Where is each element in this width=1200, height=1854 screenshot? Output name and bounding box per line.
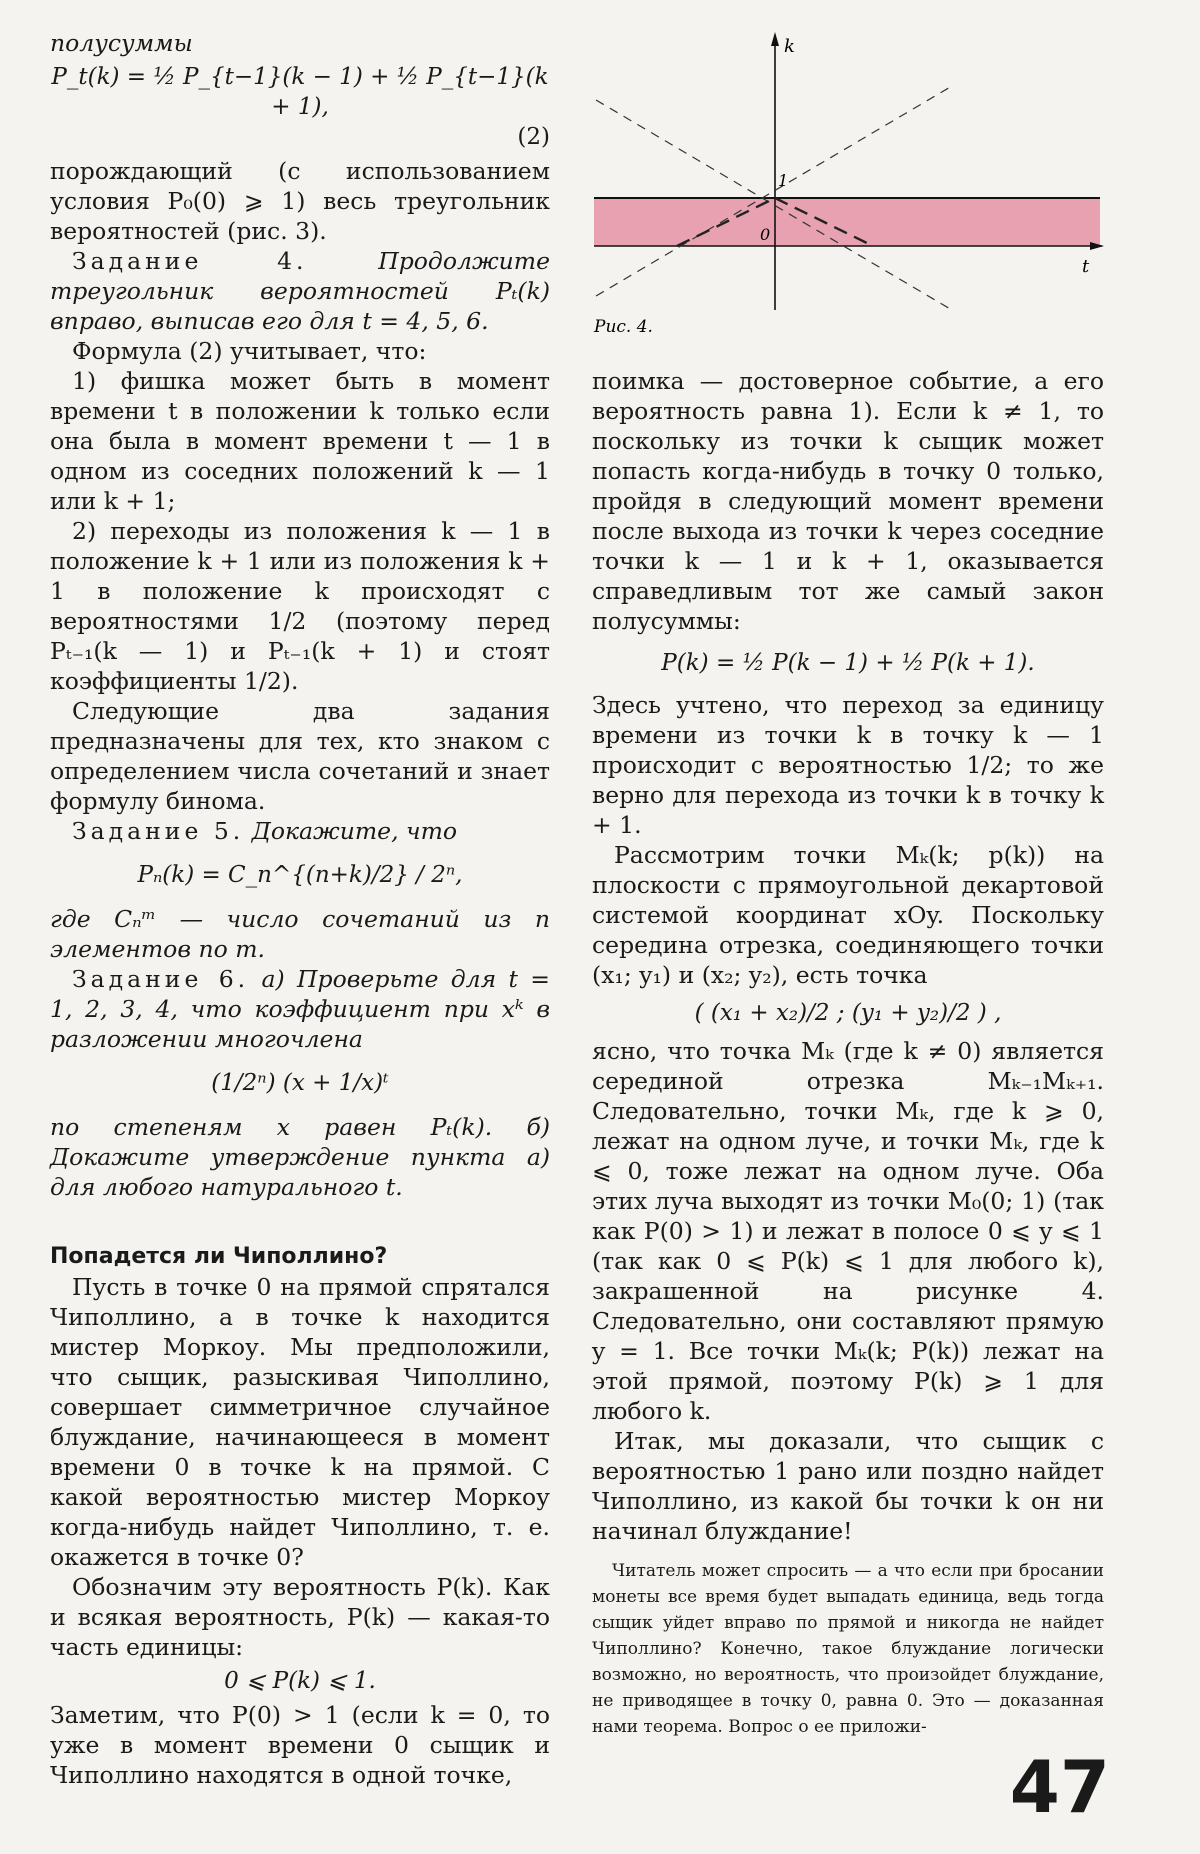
formula: (1/2ⁿ) (x + 1/x)ᵗ xyxy=(211,1070,389,1096)
paragraph: Обозначим эту вероятность P(k). Как и всякая вероятность, P(k) — какая-то часть единицы: xyxy=(50,1573,550,1661)
paragraph: где Cₙᵐ — число сочетаний из n элементов по m. xyxy=(50,905,550,963)
paragraph: по степеням x равен Pₜ(k). б) Докажите утверждение пункта а) для любого натурального t. xyxy=(50,1113,550,1201)
label-0: 0 xyxy=(760,225,771,244)
paragraph: Заметим, что P(0) > 1 (если k = 0, то уже в момент времени 0 сыщик и Чиполлино находятся в одной точке, xyxy=(50,1701,550,1789)
axis-label-k: k xyxy=(784,36,795,57)
formula-number: (2) xyxy=(517,124,550,150)
formula-text: P_t(k) = ½ P_{t−1}(k − 1) + ½ P_{t−1}(k + 1), xyxy=(51,64,549,120)
task-6 xyxy=(50,964,550,1054)
dashed-ray xyxy=(596,86,952,296)
formula: Pₙ(k) = C_n^{(n+k)/2} / 2ⁿ, xyxy=(137,862,463,888)
left-column xyxy=(50,0,550,1790)
paragraph: Следующие два задания предназначены для тех, кто знаком с определением числа сочетаний и знает формулу бинома. xyxy=(50,697,550,815)
task-text: а) Проверьте для t = 1, 2, 3, 4, что коэффициент при xᵏ в разложении многочлена xyxy=(50,965,550,1053)
axis-label-t: t xyxy=(1082,256,1090,277)
footnote: Читатель может спросить — а что если при бросании монеты все время будет выпадать единица, ведь тогда сыщик уйдет вправо по прямой и никогда не найдет Чиполлино? Конечно, такое блуждание логически возможно, но вероятность, что произойдет блуждание, не приводящее в точку 0, равна 0. Это — доказанная нами теорема. Вопрос о ее приложи- xyxy=(592,1561,1104,1737)
task-text: Докажите, что xyxy=(251,817,458,845)
formula: 0 ⩽ P(k) ⩽ 1. xyxy=(224,1668,376,1694)
paragraph: 1) фишка может быть в момент времени t в положении k только если она была в момент времени t — 1 в одном из соседних положений k — 1 или k + 1; xyxy=(50,367,550,515)
task-5 xyxy=(50,816,550,846)
k-axis-arrow xyxy=(771,32,779,46)
task-label: Задание 5. xyxy=(72,817,245,845)
page-number: 47 xyxy=(1009,1745,1110,1829)
task-4 xyxy=(50,246,550,336)
paragraph: Итак, мы доказали, что сыщик с вероятностью 1 рано или поздно найдет Чиполлино, из какой бы точки k он ни начинал блуждание! xyxy=(592,1427,1104,1545)
formula: ( (x₁ + x₂)/2 ; (y₁ + y₂)/2 ) , xyxy=(694,1000,1002,1026)
task-label: Задание 6. xyxy=(72,965,250,993)
paragraph: Здесь учтено, что переход за единицу времени из точки k в точку k — 1 происходит с вероятностью 1/2; то же верно для перехода из точки k в точку k + 1. xyxy=(592,691,1104,839)
paragraph: Рассмотрим точки Mₖ(k; p(k)) на плоскости с прямоугольной декартовой системой координат xOy. Поскольку середина отрезка, соединяющего точки (x₁; y₁) и (x₂; y₂), есть точка xyxy=(592,841,1104,989)
label-1: 1 xyxy=(778,171,789,190)
formula-2 xyxy=(50,62,550,152)
figure-caption: Рис. 4. xyxy=(594,317,653,337)
paragraph: порождающий (с использованием условия P₀(0) ⩾ 1) весь треугольник вероятностей (рис. 3). xyxy=(50,157,550,245)
probability-band xyxy=(594,198,1100,246)
paragraph: 2) переходы из положения k — 1 в положение k + 1 или из положения k + 1 в положение k происходят с вероятностями 1/2 (поэтому перед Pₜ₋₁(k — 1) и Pₜ₋₁(k + 1) и стоят коэффициенты 1/2). xyxy=(50,517,550,695)
paragraph: ясно, что точка Mₖ (где k ≠ 0) является серединой отрезка Mₖ₋₁Mₖ₊₁. Следовательно, точки Mₖ, где k ⩾ 0, лежат на одном луче, и точки Mₖ, где k ⩽ 0, тоже лежат на одном луче. Оба этих луча выходят из точки M₀(0; 1) (так как P(0) > 1) и лежат в полосе 0 ⩽ y ⩽ 1 (так как 0 ⩽ P(k) ⩽ 1 для любого k), закрашенной на рисунке 4. Следовательно, они составляют прямую y = 1. Все точки Mₖ(k; P(k)) лежат на этой прямой, поэтому P(k) ⩾ 1 для любого k. xyxy=(592,1037,1104,1425)
section-heading: Попадется ли Чиполлино? xyxy=(50,1244,388,1269)
task-text: Продолжите треугольник вероятностей Pₜ(k) вправо, выписав его для t = 4, 5, 6. xyxy=(50,247,550,335)
paragraph: полусуммы xyxy=(50,29,193,57)
formula: P(k) = ½ P(k − 1) + ½ P(k + 1). xyxy=(661,650,1035,676)
paragraph: Пусть в точке 0 на прямой спрятался Чиполлино, а в точке k находится мистер Моркоу. Мы предположили, что сыщик, разыскивая Чиполлино, совершает симметричное случайное блуждание, начинающееся в момент времени 0 в точке k на прямой. С какой вероятностью мистер Моркоу когда-нибудь найдет Чиполлино, т. е. окажется в точке 0? xyxy=(50,1273,550,1571)
paragraph: поимка — достоверное событие, а его вероятность равна 1). Если k ≠ 1, то поскольку из точки k сыщик может попасть когда-нибудь в точку 0 только, пройдя в следующий момент времени после выхода из точки k через соседние точки k — 1 и k + 1, оказывается справедливым тот же самый закон полусуммы: xyxy=(592,367,1104,635)
paragraph: Формула (2) учитывает, что: xyxy=(72,337,427,365)
figure-4 xyxy=(592,0,1104,340)
task-label: Задание 4. xyxy=(72,247,308,275)
right-column xyxy=(592,0,1104,1740)
